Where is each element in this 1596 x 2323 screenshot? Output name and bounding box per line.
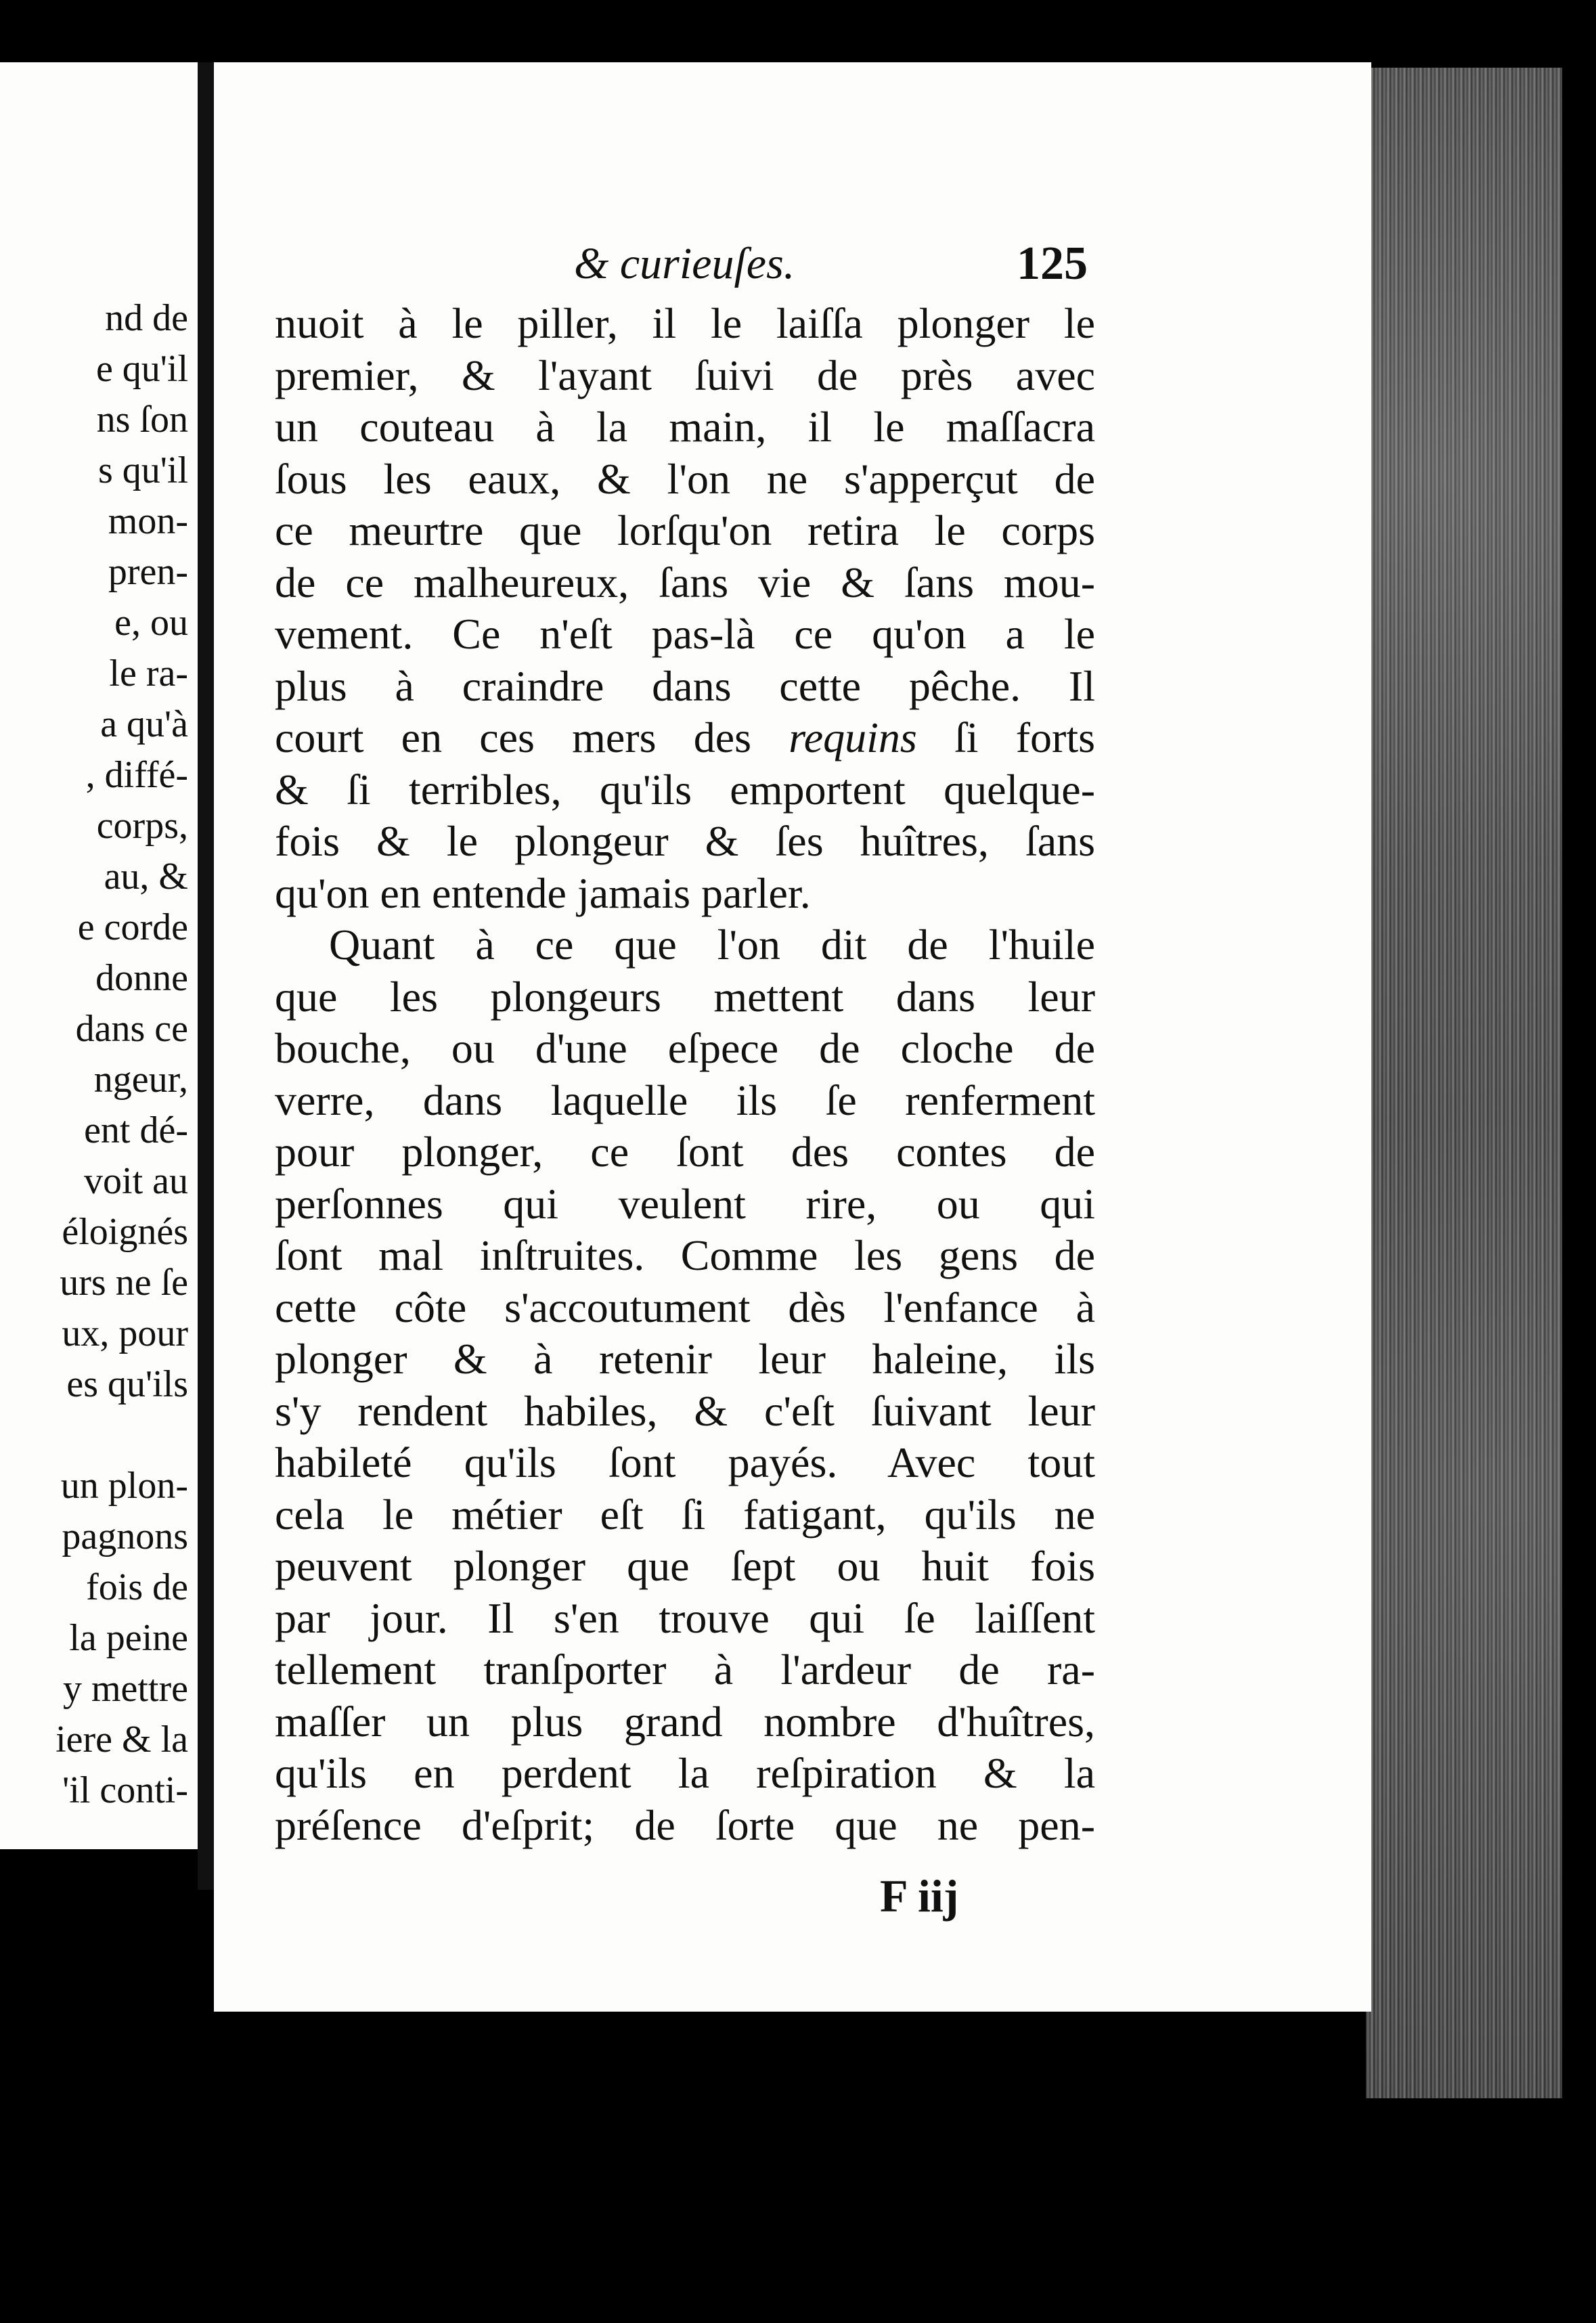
- left-page-line: ngeur,: [93, 1059, 188, 1101]
- text-line: peuvent plonger que ſept ou huit fois: [275, 1542, 1095, 1590]
- left-page-line: pagnons: [62, 1516, 188, 1557]
- text-line: cette côte s'accoutument dès l'enfance à: [275, 1283, 1095, 1331]
- text-line: pour plonger, ce ſont des contes de: [275, 1128, 1095, 1176]
- left-page-line: ux, pour: [62, 1312, 188, 1354]
- text-line: s'y rendent habiles, & c'eſt ſuivant leur: [275, 1386, 1095, 1435]
- left-page-line: la peine: [69, 1617, 188, 1659]
- text-line: ſont mal inſtruites. Comme les gens de: [275, 1231, 1095, 1279]
- left-page-line: mon-: [108, 500, 188, 542]
- running-head: & curieuſes.: [574, 239, 795, 288]
- left-page-line: ent dé-: [84, 1109, 188, 1151]
- page-edges: [1366, 68, 1562, 2098]
- left-page-line: es qu'ils: [66, 1363, 188, 1405]
- left-page-line: , diffé-: [85, 754, 188, 796]
- text-line: un couteau à la main, il le maſſacra: [275, 403, 1095, 451]
- text-line: plonger & à retenir leur haleine, ils: [275, 1335, 1095, 1383]
- book-gutter: [198, 62, 214, 1890]
- text-line: bouche, ou d'une eſpece de cloche de: [275, 1024, 1095, 1072]
- text-line: vement. Ce n'eſt pas-là ce qu'on a le: [275, 610, 1095, 658]
- text-line: préſence d'eſprit; de ſorte que ne pen-: [275, 1800, 1095, 1849]
- left-page-line: voit au: [84, 1160, 188, 1202]
- left-page-line: e qu'il: [95, 348, 188, 390]
- text-line: habileté qu'ils ſont payés. Avec tout: [275, 1438, 1095, 1486]
- body-text: [275, 298, 1095, 1851]
- left-page-line: a qu'à: [100, 703, 188, 745]
- left-page-line: e, ou: [114, 602, 188, 644]
- text-line: [275, 712, 1095, 764]
- page-number: 125: [1017, 238, 1088, 290]
- text-line: nuoit à le piller, il le laiſſa plonger le: [275, 299, 1095, 347]
- left-page-line: corps,: [96, 805, 188, 847]
- left-page-line: e corde: [77, 906, 188, 948]
- text-line: premier, & l'ayant ſuivi de près avec: [275, 351, 1095, 399]
- left-page-line: iere & la: [56, 1719, 188, 1761]
- left-page: [0, 62, 202, 1849]
- left-page-line: au, &: [104, 856, 188, 898]
- left-page-line: nd de: [105, 297, 188, 339]
- text-line: que les plongeurs mettent dans leur: [275, 972, 1095, 1021]
- left-page-line: fois de: [86, 1566, 188, 1608]
- text-line: ce meurtre que lorſqu'on retira le corps: [275, 506, 1095, 554]
- left-page-line: le ra-: [109, 652, 188, 694]
- text-line: & ſi terribles, qu'ils emportent quelque-: [275, 765, 1095, 814]
- text-line: ſous les eaux, & l'on ne s'apperçut de: [275, 454, 1095, 503]
- text-line: qu'on en entende jamais parler.: [275, 868, 811, 917]
- left-page-line: un plon-: [60, 1465, 188, 1507]
- text-line: tellement tranſporter à l'ardeur de ra-: [275, 1645, 1095, 1694]
- italic-word: requins: [789, 713, 917, 761]
- text-line: de ce malheureux, ſans vie & ſans mou-: [275, 558, 1095, 606]
- left-page-line: urs ne ſe: [60, 1262, 188, 1304]
- text-line: maſſer un plus grand nombre d'huîtres,: [275, 1697, 1095, 1746]
- text-line: perſonnes qui veulent rire, ou qui: [275, 1179, 1095, 1228]
- left-page-line: pren-: [108, 551, 188, 593]
- left-page-line: éloignés: [62, 1211, 188, 1253]
- paragraph-start-line: Quant à ce que l'on dit de l'huile: [329, 921, 1095, 969]
- left-page-line: dans ce: [75, 1008, 188, 1050]
- signature-mark: F iij: [880, 1870, 959, 1922]
- text-line: plus à craindre dans cette pêche. Il: [275, 661, 1095, 710]
- left-page-line: donne: [95, 957, 188, 999]
- left-page-line: ns ſon: [96, 399, 188, 441]
- text-line-start: court en ces mers des: [275, 713, 752, 761]
- text-line: qu'ils en perdent la reſpiration & la: [275, 1749, 1095, 1797]
- text-line: par jour. Il s'en trouve qui ſe laiſſent: [275, 1593, 1095, 1642]
- text-line: cela le métier eſt ſi fatigant, qu'ils ne: [275, 1490, 1095, 1539]
- text-line-end: ſi forts: [954, 713, 1096, 761]
- left-page-line: y mettre: [62, 1668, 188, 1710]
- text-line: fois & le plongeur & ſes huîtres, ſans: [275, 817, 1095, 865]
- text-line: verre, dans laquelle ils ſe renferment: [275, 1076, 1095, 1124]
- left-page-line: 'il conti-: [62, 1769, 188, 1811]
- left-page-line: s qu'il: [98, 449, 188, 491]
